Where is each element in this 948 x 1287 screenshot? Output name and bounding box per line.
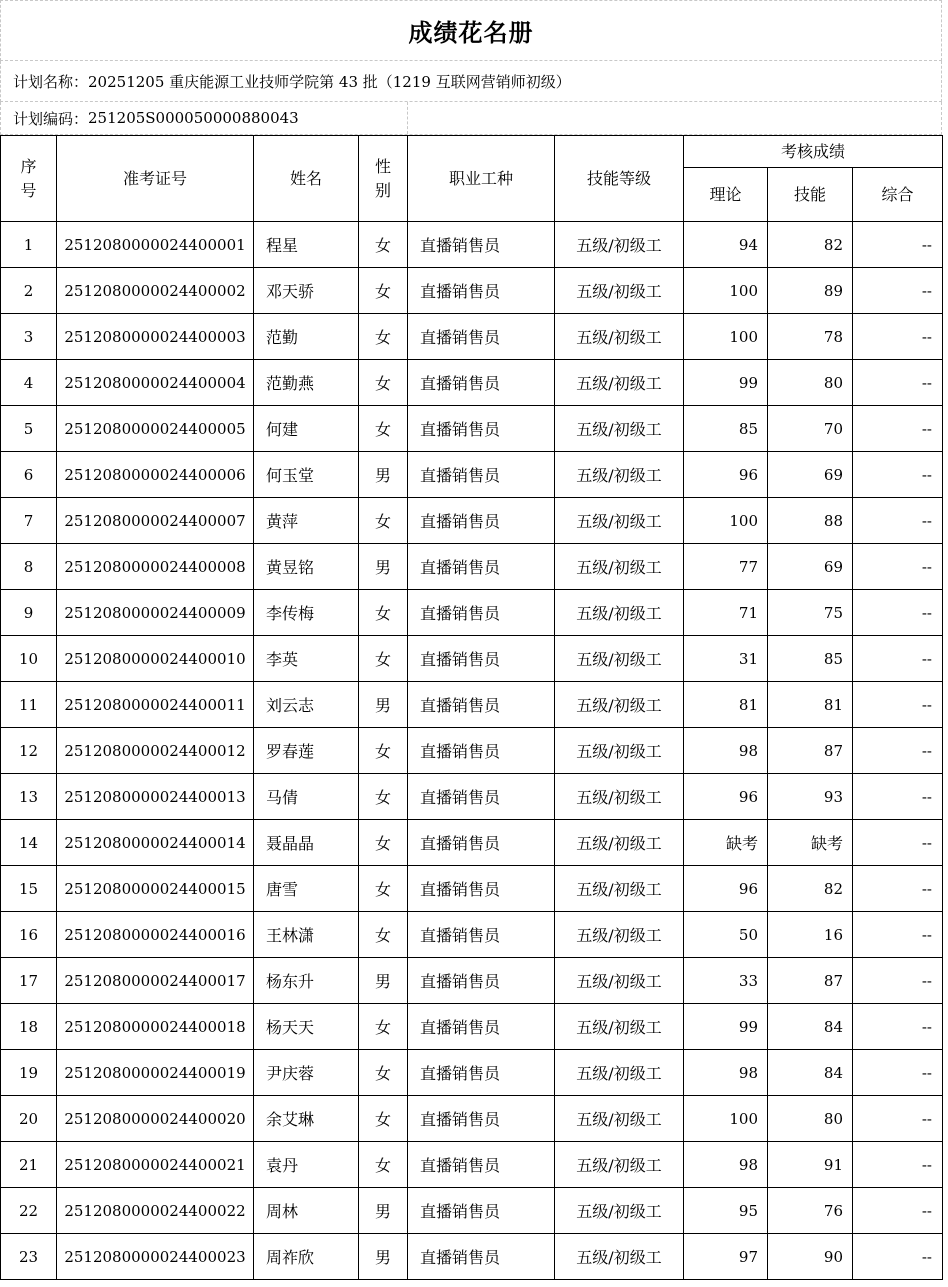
header-theory[interactable]: 理论: [684, 168, 768, 222]
cell-exam-id[interactable]: 2512080000024400021: [57, 1142, 254, 1188]
table-row: [1, 1142, 943, 1188]
cell-exam-id[interactable]: 2512080000024400002: [57, 268, 254, 314]
cell-name[interactable]: 马倩: [254, 774, 359, 820]
header-exam-id[interactable]: 准考证号: [57, 136, 254, 222]
cell-name[interactable]: 周林: [254, 1188, 359, 1234]
cell-seq[interactable]: 16: [1, 912, 57, 958]
cell-seq[interactable]: 2: [1, 268, 57, 314]
cell-divider: [407, 102, 408, 134]
cell-sex[interactable]: 男: [359, 452, 408, 498]
cell-name[interactable]: 杨天天: [254, 1004, 359, 1050]
cell-theory[interactable]: 98: [684, 728, 768, 774]
cell-sex[interactable]: 女: [359, 1050, 408, 1096]
header-occupation[interactable]: 职业工种: [408, 136, 555, 222]
cell-exam-id[interactable]: 2512080000024400022: [57, 1188, 254, 1234]
cell-level[interactable]: 五级/初级工: [555, 590, 684, 636]
cell-skill[interactable]: 75: [768, 590, 853, 636]
cell-exam-id[interactable]: 2512080000024400013: [57, 774, 254, 820]
cell-level[interactable]: 五级/初级工: [555, 774, 684, 820]
table-row: [1, 544, 943, 590]
cell-skill[interactable]: 16: [768, 912, 853, 958]
cell-skill[interactable]: 91: [768, 1142, 853, 1188]
cell-level[interactable]: 五级/初级工: [555, 452, 684, 498]
score-table: [0, 135, 943, 1280]
cell-occupation[interactable]: 直播销售员: [408, 1004, 555, 1050]
cell-seq[interactable]: 10: [1, 636, 57, 682]
table-row: [1, 912, 943, 958]
header-name[interactable]: 姓名: [254, 136, 359, 222]
cell-name[interactable]: 范勤燕: [254, 360, 359, 406]
cell-skill[interactable]: 69: [768, 544, 853, 590]
header-row: [1, 136, 943, 168]
table-row: [1, 682, 943, 728]
cell-sex[interactable]: 女: [359, 636, 408, 682]
cell-name[interactable]: 唐雪: [254, 866, 359, 912]
cell-theory[interactable]: 98: [684, 1050, 768, 1096]
cell-occupation[interactable]: 直播销售员: [408, 268, 555, 314]
header-level[interactable]: 技能等级: [555, 136, 684, 222]
cell-level[interactable]: 五级/初级工: [555, 544, 684, 590]
cell-occupation[interactable]: 直播销售员: [408, 820, 555, 866]
cell-seq[interactable]: 19: [1, 1050, 57, 1096]
cell-overall[interactable]: --: [853, 406, 943, 452]
header-skill[interactable]: 技能: [768, 168, 853, 222]
cell-occupation[interactable]: 直播销售员: [408, 222, 555, 268]
table-row: [1, 406, 943, 452]
cell-occupation[interactable]: 直播销售员: [408, 544, 555, 590]
cell-theory[interactable]: 33: [684, 958, 768, 1004]
cell-level[interactable]: 五级/初级工: [555, 268, 684, 314]
cell-seq[interactable]: 21: [1, 1142, 57, 1188]
page-title: 成绩花名册: [408, 19, 534, 47]
cell-seq[interactable]: 14: [1, 820, 57, 866]
cell-skill[interactable]: 87: [768, 728, 853, 774]
cell-occupation[interactable]: 直播销售员: [408, 958, 555, 1004]
header-seq-line1: 序: [20, 157, 37, 177]
cell-exam-id[interactable]: 2512080000024400003: [57, 314, 254, 360]
cell-sex[interactable]: 女: [359, 314, 408, 360]
cell-level[interactable]: 五级/初级工: [555, 498, 684, 544]
cell-occupation[interactable]: 直播销售员: [408, 912, 555, 958]
cell-name[interactable]: 尹庆蓉: [254, 1050, 359, 1096]
cell-occupation[interactable]: 直播销售员: [408, 636, 555, 682]
cell-level[interactable]: 五级/初级工: [555, 958, 684, 1004]
cell-skill[interactable]: 缺考: [768, 820, 853, 866]
cell-seq[interactable]: 4: [1, 360, 57, 406]
cell-exam-id[interactable]: 2512080000024400019: [57, 1050, 254, 1096]
plan-code-cell[interactable]: [0, 102, 942, 135]
cell-name[interactable]: 邓天骄: [254, 268, 359, 314]
cell-seq[interactable]: 13: [1, 774, 57, 820]
cell-occupation[interactable]: 直播销售员: [408, 682, 555, 728]
cell-overall[interactable]: --: [853, 268, 943, 314]
cell-sex[interactable]: 女: [359, 866, 408, 912]
cell-exam-id[interactable]: 2512080000024400008: [57, 544, 254, 590]
cell-overall[interactable]: --: [853, 682, 943, 728]
cell-occupation[interactable]: 直播销售员: [408, 590, 555, 636]
cell-name[interactable]: 黄昱铭: [254, 544, 359, 590]
cell-name[interactable]: 杨东升: [254, 958, 359, 1004]
table-row: [1, 1004, 943, 1050]
cell-name[interactable]: 罗春莲: [254, 728, 359, 774]
cell-name[interactable]: 何建: [254, 406, 359, 452]
cell-overall[interactable]: --: [853, 820, 943, 866]
cell-overall[interactable]: --: [853, 590, 943, 636]
table-row: [1, 452, 943, 498]
cell-skill[interactable]: 69: [768, 452, 853, 498]
table-row: [1, 360, 943, 406]
cell-skill[interactable]: 93: [768, 774, 853, 820]
cell-exam-id[interactable]: 2512080000024400005: [57, 406, 254, 452]
cell-level[interactable]: 五级/初级工: [555, 728, 684, 774]
cell-seq[interactable]: 12: [1, 728, 57, 774]
cell-theory[interactable]: 98: [684, 1142, 768, 1188]
cell-exam-id[interactable]: 2512080000024400014: [57, 820, 254, 866]
cell-overall[interactable]: --: [853, 1004, 943, 1050]
cell-name[interactable]: 李英: [254, 636, 359, 682]
cell-overall[interactable]: --: [853, 1234, 943, 1280]
cell-level[interactable]: 五级/初级工: [555, 360, 684, 406]
plan-name-value: 20251205 重庆能源工业技师学院第 43 批（1219 互联网营销师初级）: [88, 72, 571, 91]
cell-level[interactable]: 五级/初级工: [555, 314, 684, 360]
cell-skill[interactable]: 89: [768, 268, 853, 314]
cell-exam-id[interactable]: 2512080000024400004: [57, 360, 254, 406]
cell-name[interactable]: 何玉堂: [254, 452, 359, 498]
cell-skill[interactable]: 84: [768, 1050, 853, 1096]
cell-theory[interactable]: 99: [684, 1004, 768, 1050]
cell-sex[interactable]: 男: [359, 1188, 408, 1234]
cell-sex[interactable]: 女: [359, 820, 408, 866]
cell-overall[interactable]: --: [853, 544, 943, 590]
table-row: [1, 1096, 943, 1142]
cell-theory[interactable]: 50: [684, 912, 768, 958]
cell-name[interactable]: 黄萍: [254, 498, 359, 544]
cell-exam-id[interactable]: 2512080000024400023: [57, 1234, 254, 1280]
cell-seq[interactable]: 5: [1, 406, 57, 452]
table-row: [1, 1234, 943, 1280]
table-row: [1, 268, 943, 314]
cell-overall[interactable]: --: [853, 636, 943, 682]
cell-occupation[interactable]: 直播销售员: [408, 406, 555, 452]
cell-exam-id[interactable]: 2512080000024400017: [57, 958, 254, 1004]
cell-skill[interactable]: 81: [768, 682, 853, 728]
cell-seq[interactable]: 23: [1, 1234, 57, 1280]
cell-theory[interactable]: 71: [684, 590, 768, 636]
cell-occupation[interactable]: 直播销售员: [408, 1050, 555, 1096]
cell-occupation[interactable]: 直播销售员: [408, 452, 555, 498]
cell-theory[interactable]: 96: [684, 866, 768, 912]
table-row: [1, 1188, 943, 1234]
cell-sex[interactable]: 女: [359, 268, 408, 314]
cell-occupation[interactable]: 直播销售员: [408, 1234, 555, 1280]
cell-exam-id[interactable]: 2512080000024400020: [57, 1096, 254, 1142]
cell-theory[interactable]: 97: [684, 1234, 768, 1280]
table-row: [1, 1050, 943, 1096]
cell-overall[interactable]: --: [853, 1142, 943, 1188]
cell-seq[interactable]: 11: [1, 682, 57, 728]
cell-occupation[interactable]: 直播销售员: [408, 774, 555, 820]
cell-name[interactable]: 周祚欣: [254, 1234, 359, 1280]
plan-name-label: 计划名称：: [13, 72, 89, 91]
cell-theory[interactable]: 96: [684, 452, 768, 498]
cell-seq[interactable]: 8: [1, 544, 57, 590]
cell-occupation[interactable]: 直播销售员: [408, 498, 555, 544]
cell-overall[interactable]: --: [853, 958, 943, 1004]
cell-skill[interactable]: 88: [768, 498, 853, 544]
cell-skill[interactable]: 80: [768, 360, 853, 406]
table-row: [1, 774, 943, 820]
cell-occupation[interactable]: 直播销售员: [408, 1096, 555, 1142]
cell-occupation[interactable]: 直播销售员: [408, 866, 555, 912]
title-cell[interactable]: [0, 0, 942, 61]
cell-skill[interactable]: 85: [768, 636, 853, 682]
cell-seq[interactable]: 9: [1, 590, 57, 636]
cell-theory[interactable]: 缺考: [684, 820, 768, 866]
cell-level[interactable]: 五级/初级工: [555, 1004, 684, 1050]
cell-overall[interactable]: --: [853, 1188, 943, 1234]
cell-seq[interactable]: 18: [1, 1004, 57, 1050]
header-seq[interactable]: [1, 136, 57, 222]
cell-theory[interactable]: 77: [684, 544, 768, 590]
cell-level[interactable]: 五级/初级工: [555, 1188, 684, 1234]
cell-name[interactable]: 袁丹: [254, 1142, 359, 1188]
cell-skill[interactable]: 80: [768, 1096, 853, 1142]
cell-sex[interactable]: 女: [359, 590, 408, 636]
cell-skill[interactable]: 87: [768, 958, 853, 1004]
table-row: [1, 866, 943, 912]
cell-theory[interactable]: 96: [684, 774, 768, 820]
cell-sex[interactable]: 男: [359, 1234, 408, 1280]
cell-name[interactable]: 李传梅: [254, 590, 359, 636]
cell-overall[interactable]: --: [853, 912, 943, 958]
cell-theory[interactable]: 100: [684, 268, 768, 314]
cell-theory[interactable]: 94: [684, 222, 768, 268]
cell-occupation[interactable]: 直播销售员: [408, 728, 555, 774]
cell-overall[interactable]: --: [853, 498, 943, 544]
cell-skill[interactable]: 90: [768, 1234, 853, 1280]
cell-seq[interactable]: 20: [1, 1096, 57, 1142]
cell-overall[interactable]: --: [853, 452, 943, 498]
cell-occupation[interactable]: 直播销售员: [408, 360, 555, 406]
cell-level[interactable]: 五级/初级工: [555, 1234, 684, 1280]
cell-occupation[interactable]: 直播销售员: [408, 314, 555, 360]
table-row: [1, 820, 943, 866]
cell-level[interactable]: 五级/初级工: [555, 222, 684, 268]
cell-level[interactable]: 五级/初级工: [555, 636, 684, 682]
cell-exam-id[interactable]: 2512080000024400006: [57, 452, 254, 498]
table-row: [1, 498, 943, 544]
cell-level[interactable]: 五级/初级工: [555, 1096, 684, 1142]
cell-name[interactable]: 王林潇: [254, 912, 359, 958]
cell-seq[interactable]: 15: [1, 866, 57, 912]
cell-level[interactable]: 五级/初级工: [555, 682, 684, 728]
cell-name[interactable]: 程星: [254, 222, 359, 268]
cell-overall[interactable]: --: [853, 866, 943, 912]
cell-theory[interactable]: 99: [684, 360, 768, 406]
cell-sex[interactable]: 女: [359, 1004, 408, 1050]
cell-name[interactable]: 范勤: [254, 314, 359, 360]
header-sex-line1: 性: [374, 157, 391, 177]
cell-sex[interactable]: 女: [359, 222, 408, 268]
cell-theory[interactable]: 100: [684, 1096, 768, 1142]
table-row: [1, 728, 943, 774]
cell-exam-id[interactable]: 2512080000024400018: [57, 1004, 254, 1050]
cell-seq[interactable]: 1: [1, 222, 57, 268]
cell-level[interactable]: 五级/初级工: [555, 912, 684, 958]
cell-exam-id[interactable]: 2512080000024400010: [57, 636, 254, 682]
cell-skill[interactable]: 82: [768, 222, 853, 268]
cell-theory[interactable]: 81: [684, 682, 768, 728]
cell-exam-id[interactable]: 2512080000024400012: [57, 728, 254, 774]
cell-seq[interactable]: 22: [1, 1188, 57, 1234]
cell-seq[interactable]: 3: [1, 314, 57, 360]
cell-theory[interactable]: 31: [684, 636, 768, 682]
cell-exam-id[interactable]: 2512080000024400007: [57, 498, 254, 544]
cell-exam-id[interactable]: 2512080000024400001: [57, 222, 254, 268]
cell-theory[interactable]: 95: [684, 1188, 768, 1234]
cell-skill[interactable]: 82: [768, 866, 853, 912]
cell-overall[interactable]: --: [853, 1096, 943, 1142]
cell-exam-id[interactable]: 2512080000024400009: [57, 590, 254, 636]
cell-sex[interactable]: 女: [359, 728, 408, 774]
cell-sex[interactable]: 女: [359, 360, 408, 406]
plan-code-label: 计划编码：: [13, 109, 89, 128]
header-sex-line2: 别: [374, 180, 391, 200]
header-overall[interactable]: 综合: [853, 168, 943, 222]
cell-occupation[interactable]: 直播销售员: [408, 1142, 555, 1188]
cell-skill[interactable]: 84: [768, 1004, 853, 1050]
table-row: [1, 590, 943, 636]
cell-theory[interactable]: 85: [684, 406, 768, 452]
cell-sex[interactable]: 女: [359, 498, 408, 544]
plan-name-cell[interactable]: [0, 61, 942, 102]
cell-occupation[interactable]: 直播销售员: [408, 1188, 555, 1234]
cell-overall[interactable]: --: [853, 222, 943, 268]
cell-level[interactable]: 五级/初级工: [555, 866, 684, 912]
cell-level[interactable]: 五级/初级工: [555, 406, 684, 452]
cell-sex[interactable]: 女: [359, 1096, 408, 1142]
cell-level[interactable]: 五级/初级工: [555, 1050, 684, 1096]
cell-sex[interactable]: 女: [359, 774, 408, 820]
header-seq-line2: 号: [20, 180, 37, 200]
header-sex[interactable]: [359, 136, 408, 222]
cell-level[interactable]: 五级/初级工: [555, 820, 684, 866]
cell-overall[interactable]: --: [853, 360, 943, 406]
cell-exam-id[interactable]: 2512080000024400016: [57, 912, 254, 958]
cell-overall[interactable]: --: [853, 728, 943, 774]
cell-exam-id[interactable]: 2512080000024400015: [57, 866, 254, 912]
cell-exam-id[interactable]: 2512080000024400011: [57, 682, 254, 728]
cell-skill[interactable]: 70: [768, 406, 853, 452]
table-body: [1, 222, 943, 1280]
cell-name[interactable]: 聂晶晶: [254, 820, 359, 866]
cell-sex[interactable]: 女: [359, 1142, 408, 1188]
cell-overall[interactable]: --: [853, 314, 943, 360]
cell-sex[interactable]: 男: [359, 544, 408, 590]
cell-name[interactable]: 余艾琳: [254, 1096, 359, 1142]
cell-skill[interactable]: 78: [768, 314, 853, 360]
table-row: [1, 636, 943, 682]
header-scores[interactable]: 考核成绩: [684, 136, 943, 168]
cell-seq[interactable]: 7: [1, 498, 57, 544]
cell-sex[interactable]: 男: [359, 958, 408, 1004]
cell-level[interactable]: 五级/初级工: [555, 1142, 684, 1188]
cell-theory[interactable]: 100: [684, 498, 768, 544]
cell-name[interactable]: 刘云志: [254, 682, 359, 728]
table-row: [1, 314, 943, 360]
cell-sex[interactable]: 女: [359, 406, 408, 452]
cell-overall[interactable]: --: [853, 774, 943, 820]
table-row: [1, 222, 943, 268]
cell-theory[interactable]: 100: [684, 314, 768, 360]
cell-seq[interactable]: 17: [1, 958, 57, 1004]
cell-skill[interactable]: 76: [768, 1188, 853, 1234]
cell-sex[interactable]: 女: [359, 912, 408, 958]
cell-seq[interactable]: 6: [1, 452, 57, 498]
cell-sex[interactable]: 男: [359, 682, 408, 728]
plan-code-value: 251205S000050000880043: [88, 109, 299, 127]
cell-overall[interactable]: --: [853, 1050, 943, 1096]
table-row: [1, 958, 943, 1004]
